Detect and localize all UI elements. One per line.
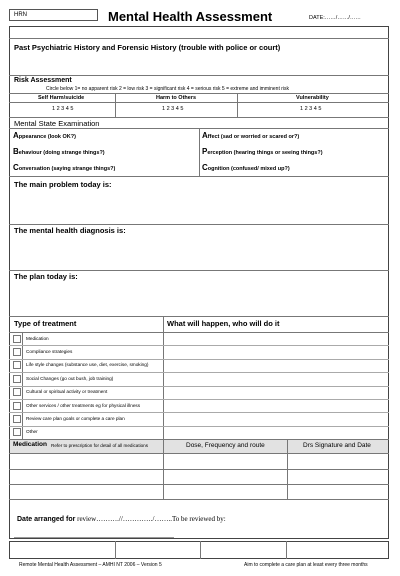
dose-cell[interactable] xyxy=(164,470,286,483)
mse-affect[interactable]: Affect (sad or worried or scared or?) xyxy=(202,131,300,140)
date-arranged[interactable]: Date arranged for review……….//…………./……..To be reviewed by: xyxy=(17,515,226,523)
mse-perception[interactable]: Perception (hearing things or seeing things?) xyxy=(202,147,323,156)
treatment-detail-cell[interactable] xyxy=(164,333,388,345)
divider xyxy=(9,316,389,317)
plan-field[interactable] xyxy=(10,282,388,316)
treatment-detail-cell[interactable] xyxy=(164,373,388,385)
divider xyxy=(9,93,389,94)
mse-conversation[interactable]: Conversation (saying strange things?) xyxy=(13,163,116,172)
divider xyxy=(9,439,389,440)
risk-heading: Risk Assessment xyxy=(14,77,72,84)
signature-line xyxy=(14,537,174,538)
mse-appearance[interactable]: Appearance (look OK?) xyxy=(13,131,76,140)
treatment-detail-cell[interactable] xyxy=(164,387,388,399)
treatment-item-label: Other services / other treatments eg for physical illness xyxy=(26,402,141,408)
divider xyxy=(9,224,389,225)
risk-score-harm-others[interactable]: 1 2 3 4 5 xyxy=(162,106,184,112)
treatment-detail-cell[interactable] xyxy=(164,400,388,412)
treatment-checkbox[interactable] xyxy=(13,415,21,423)
risk-score-self-harm[interactable]: 1 2 3 4 5 xyxy=(52,106,74,112)
treatment-checkbox[interactable] xyxy=(13,348,21,356)
hrn-field[interactable] xyxy=(9,9,98,21)
diagnosis-heading: The mental health diagnosis is: xyxy=(14,226,126,235)
treatment-item-label: Other xyxy=(26,429,38,435)
plan-heading: The plan today is: xyxy=(14,272,78,281)
treatment-detail-cell[interactable] xyxy=(164,360,388,372)
treatment-item-label: Medication xyxy=(26,335,49,341)
risk-score-vulnerability[interactable]: 1 2 3 4 5 xyxy=(300,106,322,112)
treatment-checkbox[interactable] xyxy=(13,402,21,410)
mse-cognition[interactable]: Cognition (confused/ mixed up?) xyxy=(202,163,290,172)
treatment-item-label: Cultural or spiritual activity or treatment xyxy=(26,389,108,395)
signature-cell[interactable] xyxy=(288,454,388,468)
medication-cell[interactable] xyxy=(10,485,162,498)
divider xyxy=(9,117,389,118)
signature-cell[interactable] xyxy=(288,470,388,483)
care-plan-aim: Aim to complete a care plan at least every three months xyxy=(244,562,368,568)
divider xyxy=(237,93,238,117)
risk-col-vulnerability: Vulnerability xyxy=(296,95,329,101)
page-title: Mental Health Assessment xyxy=(108,9,273,24)
form-identifier: Remote Mental Health Assessment – AMHI NT 2006 – Version 5 xyxy=(19,562,162,568)
treatment-checkbox[interactable] xyxy=(13,335,21,343)
divider xyxy=(286,541,287,559)
signature-cell[interactable] xyxy=(288,485,388,498)
footer-box xyxy=(9,541,389,559)
mse-heading: Mental State Examination xyxy=(14,119,100,128)
treatment-checkbox[interactable] xyxy=(13,388,21,396)
divider xyxy=(9,270,389,271)
treatment-detail-cell[interactable] xyxy=(164,413,388,425)
treatment-checkbox[interactable] xyxy=(13,375,21,383)
date-field[interactable]: DATE:……/……/…… xyxy=(309,15,361,21)
dose-cell[interactable] xyxy=(164,454,286,468)
main-problem-field[interactable] xyxy=(10,190,388,224)
divider xyxy=(200,541,201,559)
divider xyxy=(9,38,389,39)
divider xyxy=(115,541,116,559)
diagnosis-field[interactable] xyxy=(10,236,388,270)
treatment-type-header: Type of treatment xyxy=(14,319,77,328)
medication-header: Medication xyxy=(13,441,47,448)
medication-cell[interactable] xyxy=(10,470,162,483)
divider xyxy=(9,499,389,500)
risk-scale: Circle below 1= no apparent risk 2 = low risk 3 = significant risk 4 = serious risk 5 = extreme and imminent risk xyxy=(46,86,290,92)
dose-cell[interactable] xyxy=(164,485,286,498)
treatment-checkbox[interactable] xyxy=(13,361,21,369)
dose-header: Dose, Frequency and route xyxy=(186,442,265,449)
main-problem-heading: The main problem today is: xyxy=(14,180,112,189)
treatment-what-header: What will happen, who will do it xyxy=(167,319,280,328)
risk-col-harm-others: Harm to Others xyxy=(156,95,197,101)
divider xyxy=(115,93,116,117)
medication-note: Refer to prescription for detail of all medications xyxy=(51,443,149,448)
risk-col-self-harm: Self Harm/suicide xyxy=(38,95,85,101)
treatment-item-label: Life style changes (substance use, diet, exercise, smoking) xyxy=(26,362,149,368)
mse-behaviour[interactable]: Behaviour (doing strange things?) xyxy=(13,147,105,156)
treatment-checkbox[interactable] xyxy=(13,428,21,436)
hrn-label: HRN xyxy=(14,12,27,18)
medication-cell[interactable] xyxy=(10,454,162,468)
treatment-item-label: Compliance strategies xyxy=(26,348,73,354)
past-history-heading: Past Psychiatric History and Forensic History (trouble with police or court) xyxy=(14,43,281,52)
divider xyxy=(9,176,389,177)
treatment-detail-cell[interactable] xyxy=(164,427,388,439)
treatment-detail-cell[interactable] xyxy=(164,346,388,358)
divider xyxy=(199,128,200,176)
divider xyxy=(9,102,389,103)
treatment-item-label: Review care plan goals or complete a care plan xyxy=(26,415,125,421)
signature-header: Drs Signature and Date xyxy=(303,442,371,449)
divider xyxy=(9,75,389,76)
treatment-item-label: Social Changes (go out bush, job training) xyxy=(26,375,114,381)
